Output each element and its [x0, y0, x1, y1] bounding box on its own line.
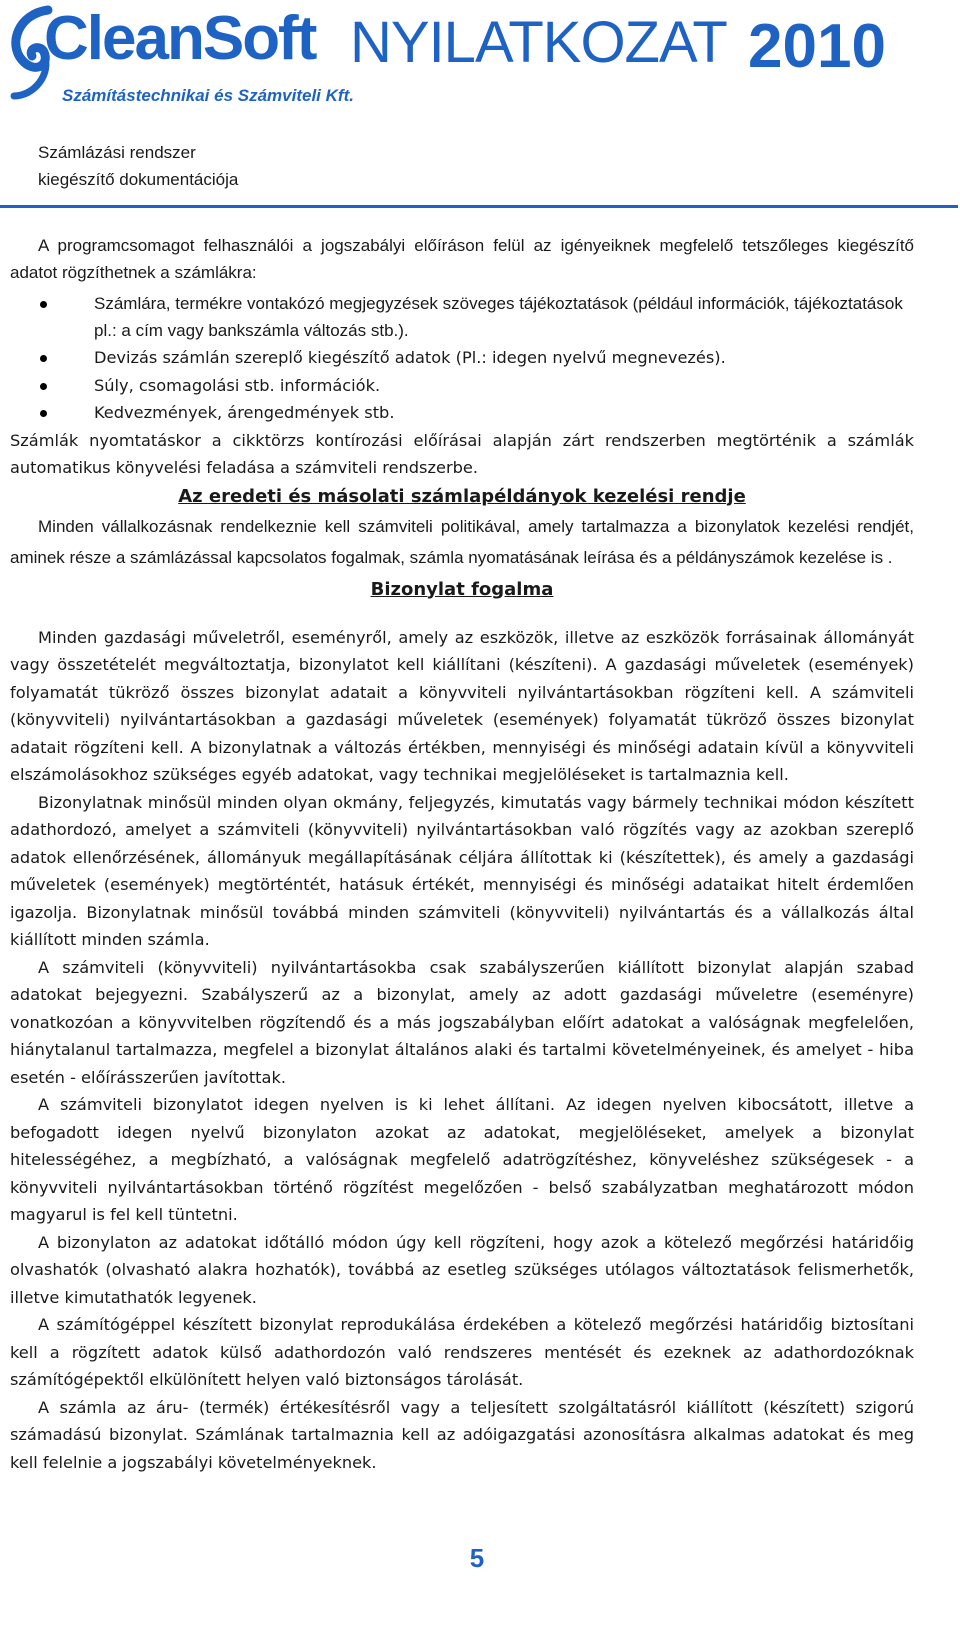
- document-title: NYILATKOZAT: [350, 10, 727, 75]
- body-paragraph: A bizonylaton az adatokat időtálló módon úgy kell rögzíteni, hogy azok a kötelező megőrzési határidőig olvashatók (olvasható alakra hozhatók), továbbá az esetleg szükséges utólagos változtatások felismerhetők, illetve kimutathatók legyenek.: [10, 1232, 914, 1307]
- body-paragraph: A számla az áru- (termék) értékesítésről vagy a teljesített szolgáltatásról kiállított (készített) szigorú számadású bizonylat. Számlának tartalmaznia kell az adóigazgatási azonosításra alkalmas adatokat és meg kell felelnie a jogszabályi követelményeknek.: [10, 1397, 914, 1472]
- logo-name: CleanSoft: [44, 4, 316, 73]
- list-item: [10, 372, 914, 400]
- bullet-icon: [40, 383, 47, 390]
- list-item-text: Devizás számlán szereplő kiegészítő adatok (Pl.: idegen nyelvű megnevezés).: [94, 348, 726, 367]
- header-divider: [0, 205, 958, 208]
- body-paragraph: A számviteli bizonylatot idegen nyelven is ki lehet állítani. Az idegen nyelven kibocsátott, illetve a befogadott idegen nyelvű bizonylaton azokat az adatokat, megjelöléseket, amelyek a bizonylat hitelességéhez, a megbízható, a valóságnak megfelelő adatrögzítéshez, könyveléshez szükségesek - a könyvviteli nyilvántartásokban történő rögzítést megelőzően - belső szabályzatban meghatározott módon magyarul is fel kell tüntetni.: [10, 1095, 914, 1224]
- paragraph-originals: Minden vállalkozásnak rendelkeznie kell számviteli politikával, amely tartalmazza a bizonylatok kezelési rendjét, aminek része a számlázással kapcsolatos fogalmak, számla nyomatásának leírása és a példányszámok kezelése is .: [10, 516, 914, 567]
- bullet-icon: [40, 410, 47, 417]
- body-paragraph: Bizonylatnak minősül minden olyan okmány, feljegyzés, kimutatás vagy bármely technikai módon készített adathordozó, amelyet a számviteli (könyvviteli) nyilvántartásokban való rögzítés vagy az azokban szereplő adatok ellenőrzésének, állományuk megállapításának céljára állítottak ki (készítettek), és amely a gazdasági műveletek (események) megtörténtét, hatásuk értékét, mennyiségi és minőségi adataikat hitelt érdemlően igazolja. Bizonylatnak minősül továbbá minden számviteli (könyvviteli) nyilvántartás és a vállalkozás által kiállított minden számla.: [10, 792, 914, 949]
- intro-paragraph: A programcsomagot felhasználói a jogszabályi előíráson felül az igényeiknek megfelelő tetszőleges kiegészítő adatot rögzíthetnek a számlákra:: [10, 236, 914, 282]
- page-number: 5: [469, 1543, 485, 1573]
- body-paragraph: A számviteli (könyvviteli) nyilvántartásokba csak szabályszerűen kiállított bizonylat alapján szabad adatokat bejegyezni. Szabályszerű az a bizonylat, amely az adott gazdasági műveletre (eseményre) vonatkozóan a könyvvitelben rögzítendő és a más jogszabályban előírt adatokat a valóságnak megfelelően, hiánytalanul tartalmazza, megfelel a bizonylat általános alaki és tartalmi követelményeinek, és amelyet - hiba esetén - előírásszerűen javítottak.: [10, 957, 914, 1087]
- cleansoft-logo: [4, 4, 354, 110]
- section-heading-originals: Az eredeti és másolati számlapéldányok kezelési rendje: [178, 485, 746, 507]
- document-year: 2010: [748, 12, 886, 81]
- list-item: [10, 290, 914, 344]
- document-body: [10, 232, 914, 1476]
- subtitle-line-2: kiegészítő dokumentációja: [38, 170, 239, 189]
- subtitle-line-1: Számlázási rendszer: [38, 143, 196, 162]
- bullet-icon: [40, 301, 47, 308]
- paragraph-after-bullets: Számlák nyomtatáskor a cikktörzs kontírozási előírásai alapján zárt rendszerben megtörténik a számlák automatikus könyvelési feladása a számviteli rendszerbe.: [10, 430, 914, 477]
- body-paragraph: Minden gazdasági műveletről, eseményről, amely az eszközök, illetve az eszközök forrásainak állományát vagy összetételét megváltoztatja, bizonylatot kell kiállítani (készíteni). A gazdasági műveletek (események) folyamatát tükröző összes bizonylat adatait a könyvviteli nyilvántartásokban rögzíteni kell. A számviteli (könyvviteli) nyilvántartásokban a gazdasági műveletek (események) folyamatát tükröző összes bizonylat adatait rögzíteni kell. A bizonylatnak a változás értékben, mennyiségi és minőségi adatain kívül a könyvviteli elszámolásokhoz szükséges egyéb adatokat, vagy technikai megjelöléseket is tartalmaznia kell.: [10, 627, 914, 784]
- list-item: [10, 399, 914, 427]
- bullet-icon: [40, 355, 47, 362]
- page-header: [0, 0, 960, 110]
- section-heading-document-concept: Bizonylat fogalma: [370, 578, 554, 600]
- list-item: [10, 344, 914, 372]
- logo-tagline: Számítástechnikai és Számviteli Kft.: [62, 86, 354, 105]
- bullet-list: [10, 290, 914, 427]
- list-item-text: Súly, csomagolási stb. információk.: [94, 375, 381, 395]
- list-item-text: Számlára, termékre vontakózó megjegyzések szöveges tájékoztatások (például információk, tájékoztatások pl.: a cím vagy bankszámla változás stb.).: [94, 294, 903, 340]
- body-paragraph: A számítógéppel készített bizonylat reprodukálása érdekében a kötelező megőrzési határidőig biztosítani kell a rögzített adatok külső adathordozón való rendszeres mentését és ezeknek az adathordozóknak számítógépektől elkülönített helyen való biztonságos tárolását.: [10, 1315, 914, 1389]
- list-item-text: Kedvezmények, árengedmények stb.: [94, 403, 395, 422]
